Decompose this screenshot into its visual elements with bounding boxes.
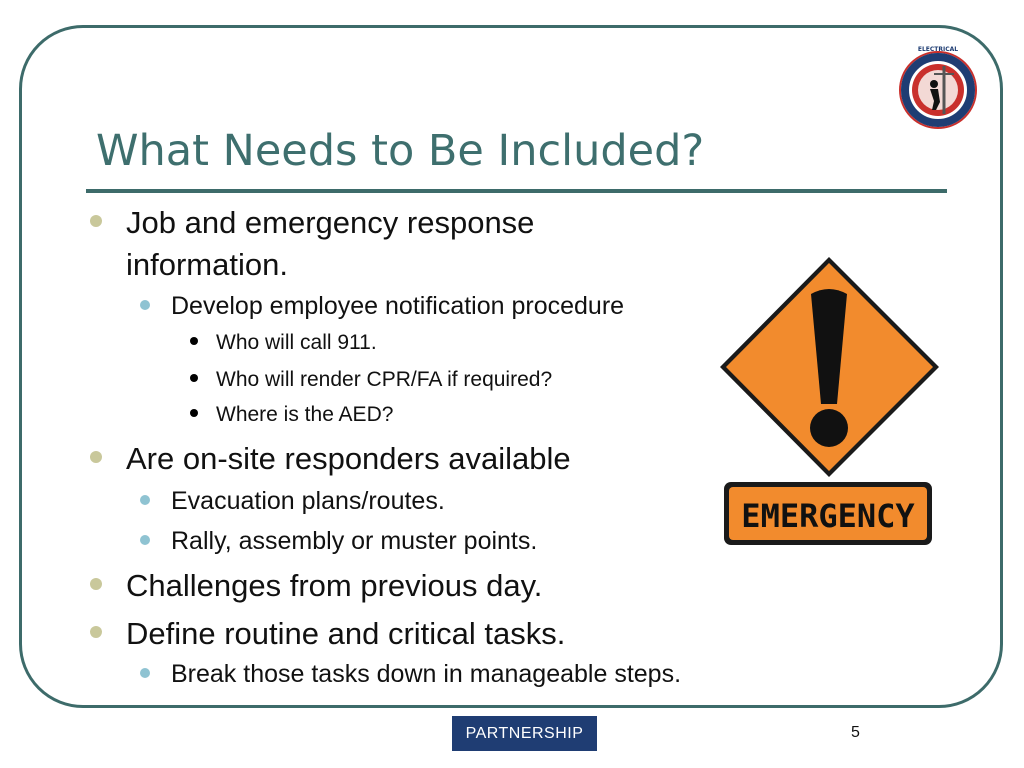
page-number: 5 [851,724,860,741]
bullet-text: Who will render CPR/FA if required? [216,368,553,391]
bullet-dot-icon [90,626,102,638]
sub-bullet-item [171,659,681,689]
sub-sub-bullet-item [216,402,393,428]
emergency-sign-image [717,254,942,549]
sub-bullet-item [171,526,537,556]
sub-bullet-item [171,486,445,516]
bullet-dot-icon [140,495,150,505]
bullet-text: Evacuation plans/routes. [171,487,445,515]
bullet-dot-icon [140,535,150,545]
bullet-dot-icon [190,337,198,345]
bullet-text: Are on-site responders available [126,441,571,476]
partnership-footer-logo: PARTNERSHIP [452,716,597,751]
bullet-item [126,613,565,655]
bullet-dot-icon [90,578,102,590]
bullet-dot-icon [140,668,150,678]
bullet-text: Challenges from previous day. [126,568,543,603]
bullet-dot-icon [90,215,102,227]
bullet-text: Define routine and critical tasks. [126,616,566,651]
bullet-text: Who will call 911. [216,331,377,354]
bullet-dot-icon [190,374,198,382]
bullet-text: Develop employee notification procedure [171,292,625,320]
bullet-item [126,202,534,286]
sub-bullet-item [171,291,624,321]
bullet-text: Where is the AED? [216,403,394,426]
bullet-text: information. [126,247,288,282]
bullet-dot-icon [190,409,198,417]
logo-top-text: ELECTRICAL [917,46,959,53]
bullet-item [126,438,571,480]
bullet-dot-icon [90,451,102,463]
emergency-sign-label: EMERGENCY [741,497,915,535]
bullet-item [126,565,542,607]
sub-sub-bullet-item [216,330,377,356]
bullet-text: Break those tasks down in manageable steps. [171,660,682,688]
bullet-text: Rally, assembly or muster points. [171,527,538,555]
title-divider [86,189,947,193]
bullet-dot-icon [140,300,150,310]
bullet-text: Job and emergency response [126,205,535,240]
sub-sub-bullet-item [216,367,552,393]
partnership-seal-logo [896,44,980,132]
slide-title: What Needs to Be Included? [96,126,705,176]
